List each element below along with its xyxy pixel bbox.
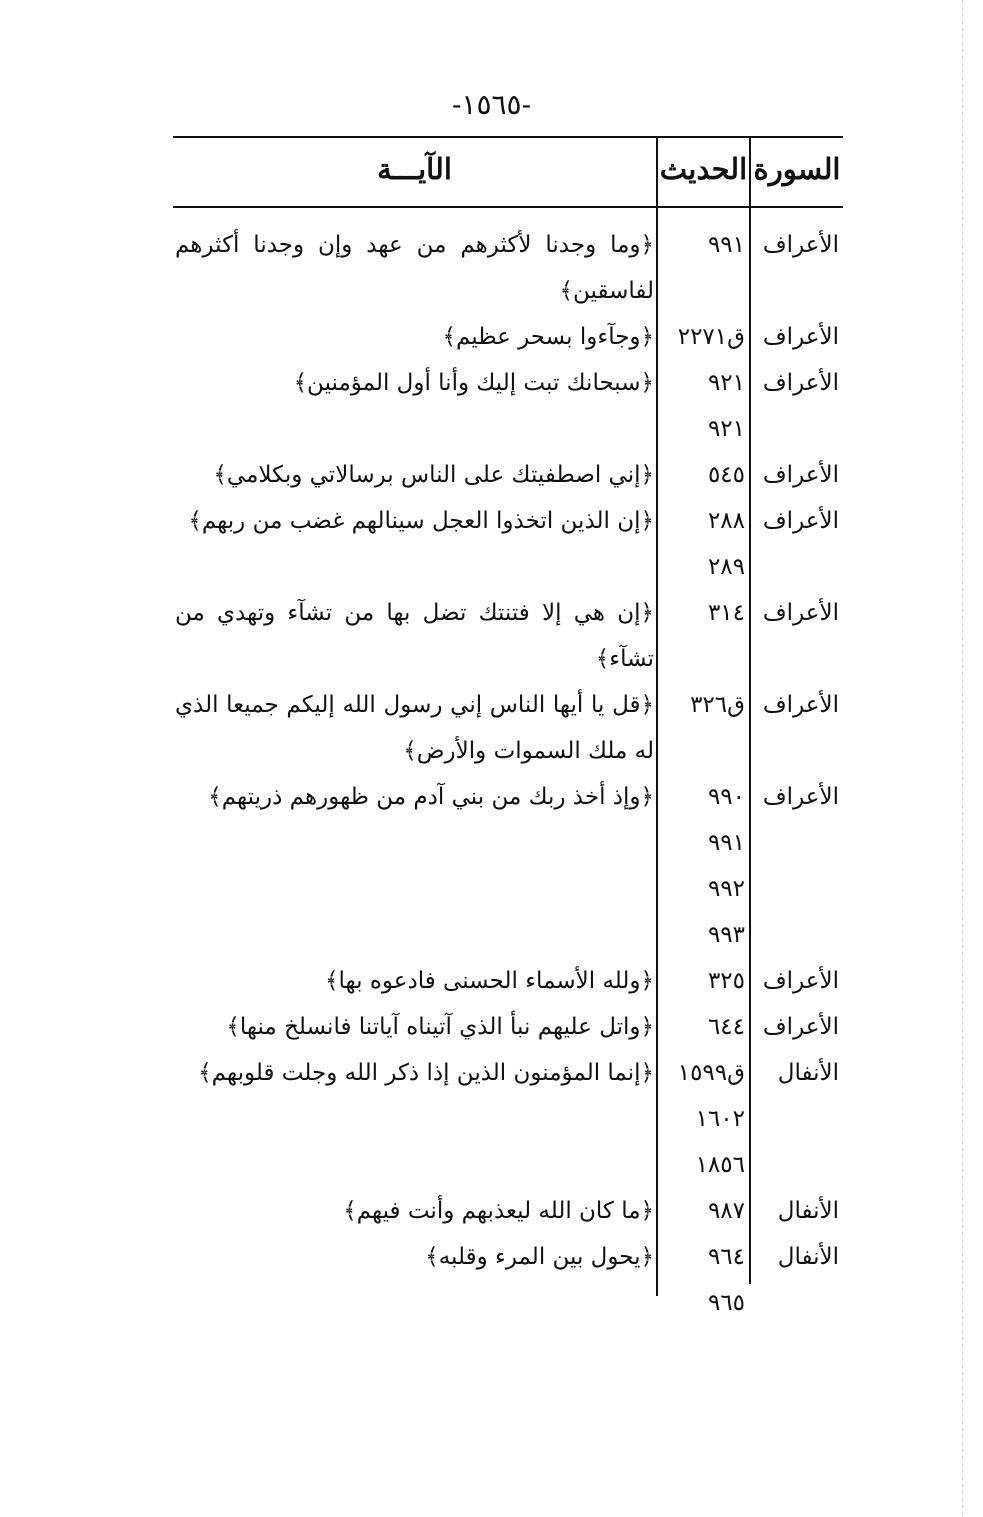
ayah-text: ﴿ما كان الله ليعذبهم وأنت فيهم﴾ bbox=[343, 1198, 654, 1224]
hadith-number: ٥٤٥ bbox=[707, 462, 745, 488]
table-row bbox=[173, 452, 843, 498]
table-row bbox=[173, 1280, 843, 1326]
table-row bbox=[173, 498, 843, 544]
table-row bbox=[173, 866, 843, 912]
surah-name: الأعراف bbox=[762, 784, 839, 810]
ayah-text: ﴿وجآءوا بسحر عظيم﴾ bbox=[442, 324, 654, 350]
hadith-number: ق١٥٩٩ bbox=[677, 1060, 745, 1086]
table-row bbox=[173, 774, 843, 820]
surah-name: الأعراف bbox=[762, 462, 839, 488]
surah-name: الأعراف bbox=[762, 232, 839, 258]
table-row bbox=[173, 590, 843, 682]
table-row bbox=[173, 544, 843, 590]
table-row bbox=[173, 360, 843, 406]
ayah-text: ﴿وإذ أخذ ربك من بني آدم من ظهورهم ذريتهم﴾ bbox=[208, 784, 654, 810]
hadith-number: ٩٨٧ bbox=[707, 1198, 745, 1224]
surah-name: الأنفال bbox=[777, 1198, 839, 1224]
ayah-text: ﴿وما وجدنا لأكثرهم من عهد وإن وجدنا أكثرهم لفاسقين﴾ bbox=[175, 232, 654, 304]
hadith-number: ٣٢٥ bbox=[707, 968, 745, 994]
hadith-number: ٩٩٣ bbox=[707, 922, 745, 948]
surah-name: الأعراف bbox=[762, 600, 839, 626]
table-row bbox=[173, 1142, 843, 1188]
hadith-number: ق٣٢٦ bbox=[690, 692, 745, 718]
page-number bbox=[0, 88, 983, 121]
table-row bbox=[173, 1050, 843, 1096]
header-surah: السورة bbox=[753, 152, 841, 186]
surah-name: الأعراف bbox=[762, 692, 839, 718]
table-row bbox=[173, 820, 843, 866]
table-row bbox=[173, 1004, 843, 1050]
header-ayah: الآيـــة bbox=[377, 152, 452, 186]
table-header bbox=[173, 136, 843, 206]
surah-name: الأنفال bbox=[777, 1060, 839, 1086]
table-row bbox=[173, 682, 843, 774]
table-row bbox=[173, 1096, 843, 1142]
ayah-text: ﴿ولله الأسماء الحسنى فادعوه بها﴾ bbox=[325, 968, 654, 994]
table-row bbox=[173, 958, 843, 1004]
hadith-number: ٩٢١ bbox=[707, 416, 745, 442]
surah-name: الأنفال bbox=[777, 1244, 839, 1270]
header-bottom-rule bbox=[173, 206, 843, 208]
hadith-number: ٩٦٤ bbox=[707, 1244, 745, 1270]
hadith-number: ٢٨٨ bbox=[707, 508, 745, 534]
hadith-number: ٦٤٤ bbox=[707, 1014, 745, 1040]
page-number-text: -١٥٦٥- bbox=[451, 88, 532, 121]
ayah-text: ﴿واتل عليهم نبأ الذي آتيناه آياتنا فانسلخ منها﴾ bbox=[226, 1014, 654, 1040]
table-row bbox=[173, 912, 843, 958]
table-row bbox=[173, 406, 843, 452]
ayah-text: ﴿يحول بين المرء وقلبه﴾ bbox=[425, 1244, 654, 1270]
hadith-number: ٩٩٢ bbox=[707, 876, 745, 902]
hadith-number: ق٢٢٧١ bbox=[677, 324, 745, 350]
surah-name: الأعراف bbox=[762, 324, 839, 350]
hadith-number: ٩٢١ bbox=[707, 370, 745, 396]
hadith-number: ٩٩٠ bbox=[707, 784, 745, 810]
table-body bbox=[173, 222, 843, 1326]
table-row bbox=[173, 1188, 843, 1234]
ayah-text: ﴿قل يا أيها الناس إني رسول الله إليكم جميعا الذي له ملك السموات والأرض﴾ bbox=[175, 692, 654, 764]
surah-name: الأعراف bbox=[762, 1014, 839, 1040]
surah-name: الأعراف bbox=[762, 370, 839, 396]
surah-name: الأعراف bbox=[762, 508, 839, 534]
surah-name: الأعراف bbox=[762, 968, 839, 994]
hadith-number: ١٨٥٦ bbox=[695, 1152, 745, 1178]
ayah-text: ﴿إني اصطفيتك على الناس برسالاتي وبكلامي﴾ bbox=[213, 462, 654, 488]
scan-edge bbox=[962, 0, 963, 1517]
header-hadith: الحديث bbox=[659, 152, 748, 186]
table-row bbox=[173, 1234, 843, 1280]
hadith-number: ٩٩١ bbox=[707, 232, 745, 258]
hadith-number: ٩٩١ bbox=[707, 830, 745, 856]
table-row bbox=[173, 222, 843, 314]
hadith-number: ٣١٤ bbox=[707, 600, 745, 626]
ayah-text: ﴿سبحانك تبت إليك وأنا أول المؤمنين﴾ bbox=[293, 370, 654, 396]
ayah-text: ﴿إن هي إلا فتنتك تضل بها من تشآء وتهدي من تشآء﴾ bbox=[175, 600, 654, 672]
hadith-number: ٩٦٥ bbox=[707, 1290, 745, 1316]
hadith-number: ١٦٠٢ bbox=[695, 1106, 745, 1132]
ayah-text: ﴿إن الذين اتخذوا العجل سينالهم غضب من ربهم﴾ bbox=[188, 508, 654, 534]
hadith-number: ٢٨٩ bbox=[707, 554, 745, 580]
table-row bbox=[173, 314, 843, 360]
ayah-text: ﴿إنما المؤمنون الذين إذا ذكر الله وجلت قلوبهم﴾ bbox=[198, 1060, 654, 1086]
